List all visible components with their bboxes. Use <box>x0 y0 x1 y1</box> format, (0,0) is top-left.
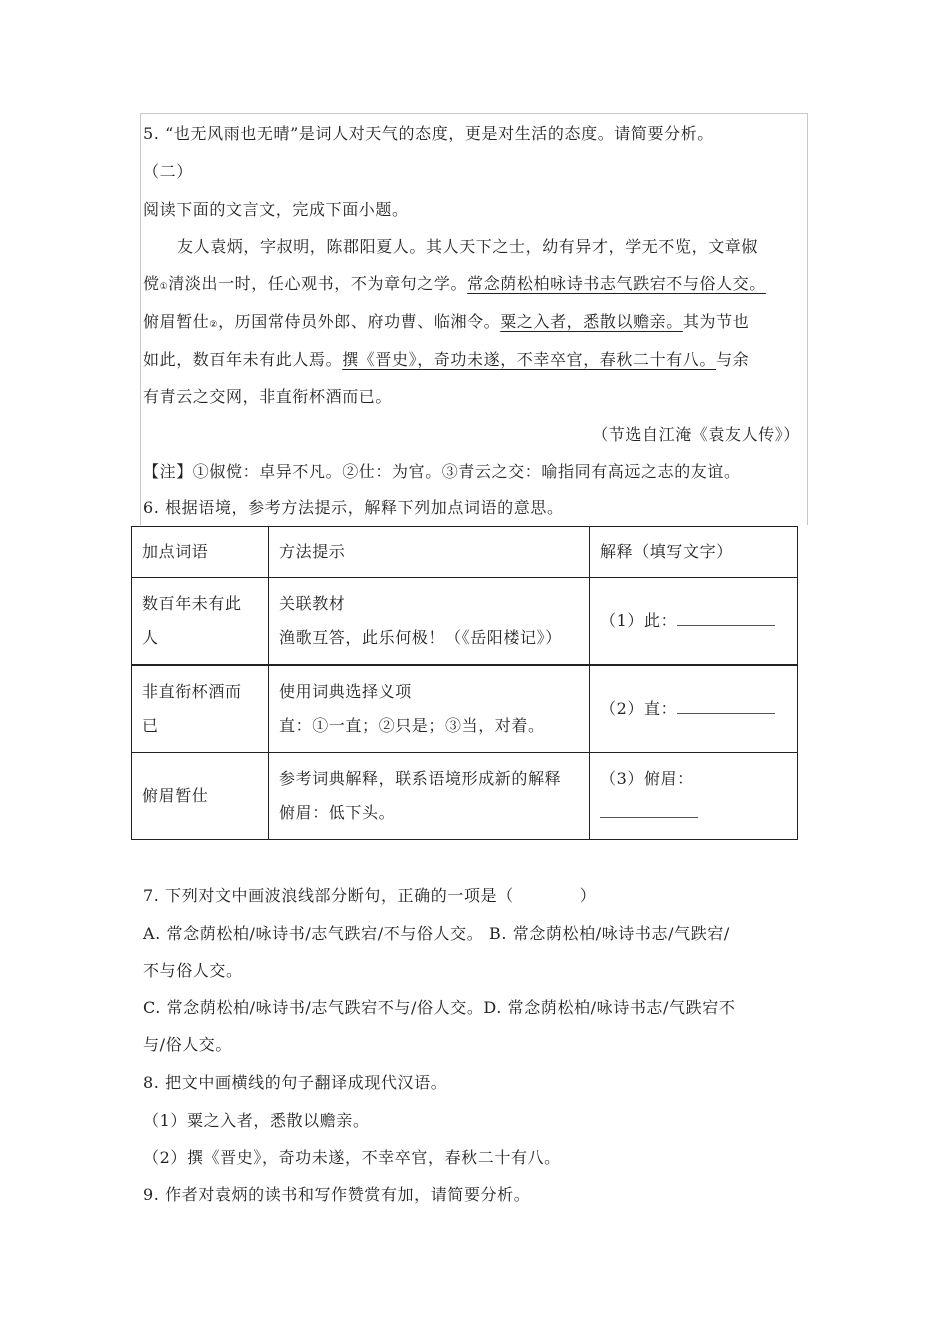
method-hint-cell: 使用词典选择义项 直：①一直；②只是；③当，对着。 <box>269 665 590 753</box>
question-7-options-line-3: C. 常念荫松柏/咏诗书/志气跌宕不与/俗人交。D. 常念荫松柏/咏诗书志/气跌宕不 <box>143 998 736 1017</box>
question-9: 9. 作者对袁炳的读书和写作赞赏有加，请简要分析。 <box>143 1185 531 1204</box>
table-header: 解释（填写文字） <box>590 527 798 578</box>
section-heading: （二） <box>143 162 193 181</box>
underlined-sentence-2: 撰《晋史》，奇功未遂，不幸卒官，春秋二十有八。 <box>342 350 717 369</box>
answer-blank[interactable] <box>677 699 775 714</box>
method-hint-cell: 参考词典解释，联系语境形成新的解释 俯眉：低下头。 <box>269 753 590 840</box>
underlined-sentence-1: 粟之入者，悉散以赡亲。 <box>500 312 683 331</box>
dotted-word-cell: 非直衔杯酒而 已 <box>132 665 269 753</box>
question-8: 8. 把文中画横线的句子翻译成现代汉语。 <box>143 1073 448 1092</box>
answer-cell[interactable]: （1）此： <box>590 578 798 666</box>
question-5: 5. “也无风雨也无晴”是词人对天气的态度，更是对生活的态度。请简要分析。 <box>143 124 714 143</box>
answer-blank[interactable] <box>677 611 775 626</box>
answer-cell[interactable]: （2）直： <box>590 665 798 753</box>
question-7-options-line-1: A. 常念荫松柏/咏诗书/志气跌宕/不与俗人交。 B. 常念荫松柏/咏诗书志/气跌宕/ <box>143 924 730 943</box>
wavy-underlined-sentence: 常念荫松柏咏诗书志气跌宕不与俗人交。 <box>467 274 766 293</box>
dotted-word-cell: 数百年未有此 人 <box>132 578 269 666</box>
footnote-marker-1: ① <box>159 282 169 292</box>
question-6: 6. 根据语境，参考方法提示，解释下列加点词语的意思。 <box>143 498 564 517</box>
table-row <box>132 665 798 753</box>
passage-line-1: 友人袁炳，字叔明，陈郡阳夏人。其人天下之士，幼有异才，学无不览，文章俶 <box>177 237 759 256</box>
answer-blank[interactable] <box>600 803 698 818</box>
question-8-sentence-2: （2）撰《晋史》，奇功未遂，不幸卒官，春秋二十有八。 <box>143 1148 561 1167</box>
table-header: 方法提示 <box>269 527 590 578</box>
annotation-note: 【注】①俶傥：卓异不凡。②仕：为官。③青云之交：喻指同有高远之志的友谊。 <box>143 462 741 481</box>
table-row <box>132 578 798 666</box>
passage-line-2: 傥①清淡出一时，任心观书，不为章句之学。常念荫松柏咏诗书志气跌宕不与俗人交。 <box>143 274 766 293</box>
question-7-options-line-2: 不与俗人交。 <box>143 961 243 980</box>
instruction: 阅读下面的文言文，完成下面小题。 <box>143 200 409 219</box>
question-7: 7. 下列对文中画波浪线部分断句，正确的一项是（ ） <box>143 886 597 905</box>
answer-table <box>131 526 798 840</box>
passage-line-4: 如此，数百年未有此人焉。撰《晋史》，奇功未遂，不幸卒官，春秋二十有八。与余 <box>143 350 750 369</box>
question-8-sentence-1: （1）粟之入者，悉散以赡亲。 <box>143 1111 370 1130</box>
method-hint-cell: 关联教材 渔歌互答，此乐何极！（《岳阳楼记》） <box>269 578 590 666</box>
passage-line-3: 俯眉暂仕②，历国常侍员外郎、府功曹、临湘令。粟之入者，悉散以赡亲。其为节也 <box>143 312 750 331</box>
passage-source: （节选自江淹《袁友人传》） <box>592 425 800 444</box>
table-header: 加点词语 <box>132 527 269 578</box>
dotted-word-cell: 俯眉暂仕 <box>132 753 269 840</box>
table-row <box>132 753 798 840</box>
table-header-row <box>132 527 798 578</box>
answer-cell[interactable]: （3）俯眉： <box>590 753 798 840</box>
question-7-options-line-4: 与/俗人交。 <box>143 1035 232 1054</box>
passage-line-5: 有青云之交网，非直衔杯酒而已。 <box>143 387 393 406</box>
footnote-marker-2: ② <box>209 320 219 330</box>
